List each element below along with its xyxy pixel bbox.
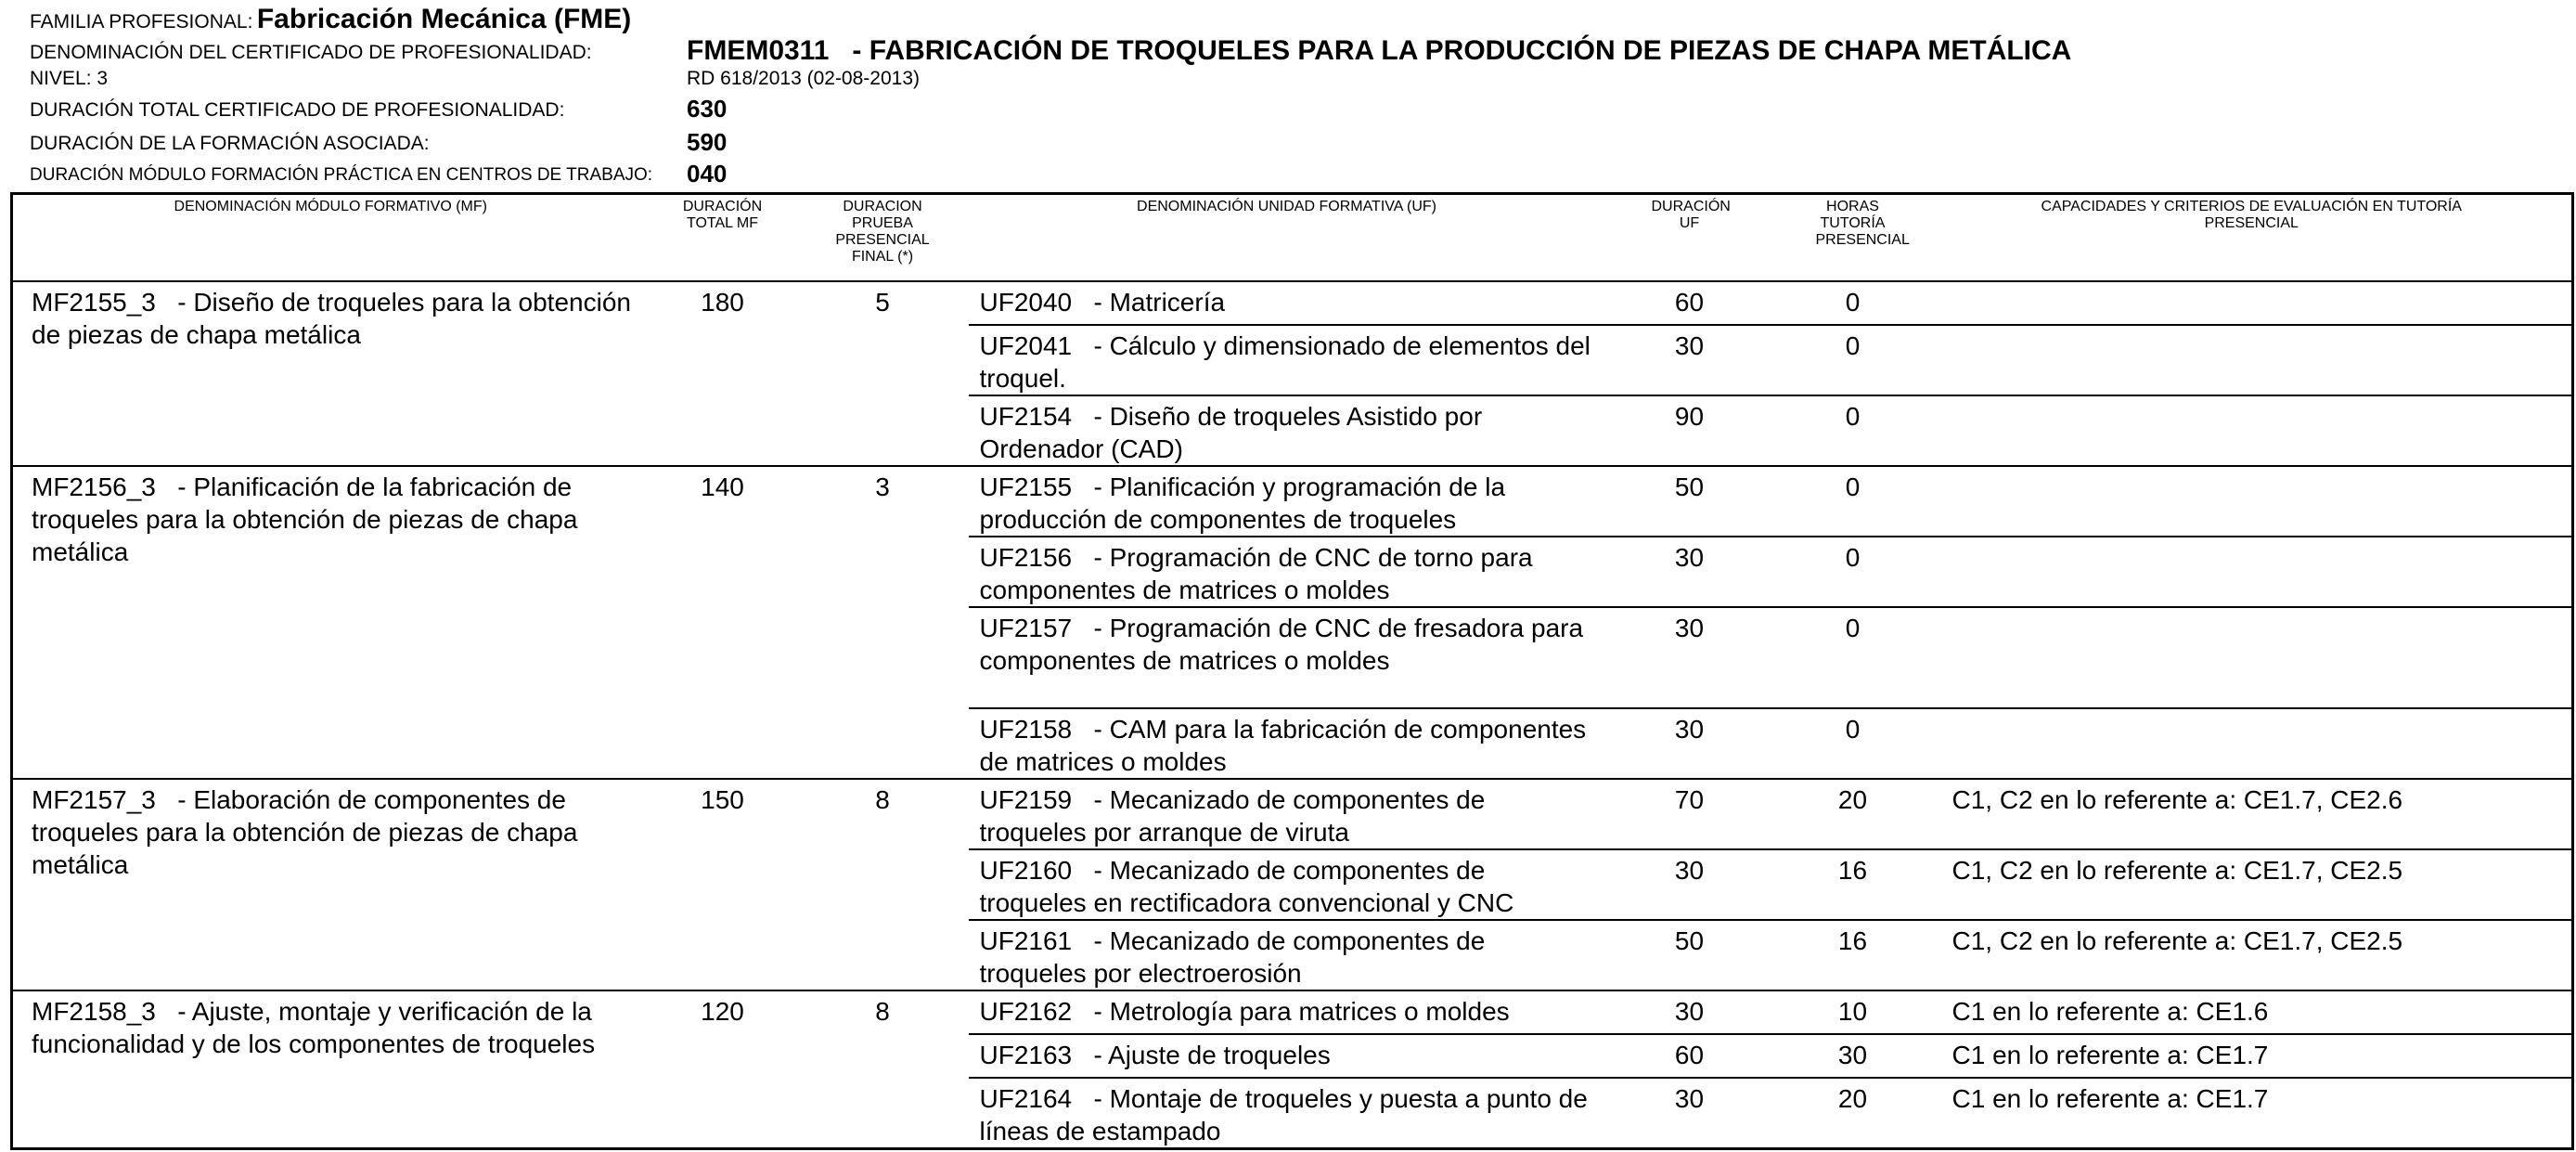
uf-name: - Matricería — [1093, 288, 1226, 317]
uf-code: UF2164 — [979, 1084, 1073, 1113]
uf-code: UF2040 — [979, 288, 1073, 317]
uf-duracion-cell: 30 — [1605, 708, 1774, 779]
mf-code: MF2157_3 — [32, 785, 156, 814]
uf-code: UF2159 — [979, 785, 1073, 814]
table-row — [12, 466, 2573, 537]
uf-capacidades-cell: C1 en lo referente a: CE1.7 — [1932, 1078, 2573, 1149]
uf-duracion-cell: 30 — [1605, 990, 1774, 1034]
uf-name: - Diseño de troqueles Asistido por Ordenador (CAD) — [979, 402, 1483, 463]
mf-name: - Elaboración de componentes de troqueles para la obtención de piezas de chapa metálica — [32, 785, 578, 879]
uf-capacidades-cell: C1 en lo referente a: CE1.7 — [1932, 1034, 2573, 1078]
uf-capacidades-cell — [1932, 395, 2573, 466]
denominacion-label: DENOMINACIÓN DEL CERTIFICADO DE PROFESIONALIDAD: — [30, 42, 592, 63]
uf-duracion-cell: 50 — [1605, 466, 1774, 537]
uf-duracion-cell: 30 — [1605, 537, 1774, 607]
mf-code: MF2156_3 — [32, 472, 156, 501]
uf-horas-cell: 0 — [1774, 395, 1932, 466]
uf-name: - Montaje de troqueles y puesta a punto de líneas de estampado — [979, 1084, 1588, 1146]
certificate-title — [687, 35, 2071, 67]
uf-code: UF2041 — [979, 331, 1073, 360]
uf-horas-cell: 20 — [1774, 779, 1932, 849]
uf-cell — [969, 779, 1605, 849]
uf-code: UF2156 — [979, 543, 1073, 572]
uf-horas-cell: 0 — [1774, 537, 1932, 607]
duracion-practica-value: 040 — [687, 160, 728, 188]
uf-capacidades-cell — [1932, 325, 2573, 395]
mf-prueba-cell: 8 — [797, 990, 969, 1149]
table-header-row — [12, 194, 2573, 282]
mf-cell — [12, 466, 649, 779]
mf-duracion-cell: 150 — [649, 779, 797, 990]
mf-cell — [12, 281, 649, 466]
uf-code: UF2162 — [979, 997, 1073, 1026]
mf-cell — [12, 779, 649, 990]
uf-horas-cell: 16 — [1774, 849, 1932, 920]
uf-duracion-cell: 30 — [1605, 607, 1774, 708]
duracion-formacion-label: DURACIÓN DE LA FORMACIÓN ASOCIADA: — [30, 133, 430, 154]
uf-capacidades-cell: C1, C2 en lo referente a: CE1.7, CE2.5 — [1932, 849, 2573, 920]
uf-cell — [969, 325, 1605, 395]
mf-name: - Ajuste, montaje y verificación de la funcionalidad y de los componentes de troqueles — [32, 997, 596, 1058]
uf-horas-cell: 0 — [1774, 708, 1932, 779]
uf-capacidades-cell — [1932, 708, 2573, 779]
uf-name: - Mecanizado de componentes de troqueles en rectificadora convencional y CNC — [979, 856, 1514, 917]
mf-name: - Planificación de la fabricación de troqueles para la obtención de piezas de chapa metálica — [32, 472, 578, 566]
certificate-header — [0, 0, 2576, 190]
uf-name: - Ajuste de troqueles — [1093, 1041, 1331, 1069]
uf-name: - Metrología para matrices o moldes — [1093, 997, 1510, 1026]
uf-horas-cell: 0 — [1774, 607, 1932, 708]
mf-duracion-cell: 140 — [649, 466, 797, 779]
uf-code: UF2163 — [979, 1041, 1073, 1069]
uf-name: - Planificación y programación de la producción de componentes de troqueles — [979, 472, 1506, 534]
uf-duracion-cell: 30 — [1605, 849, 1774, 920]
mf-duracion-cell: 120 — [649, 990, 797, 1149]
col-header-prueba: DURACION PRUEBA PRESENCIAL FINAL (*) — [797, 194, 969, 282]
uf-capacidades-cell — [1932, 281, 2573, 325]
uf-duracion-cell: 70 — [1605, 779, 1774, 849]
uf-cell — [969, 990, 1605, 1034]
mf-prueba-cell: 8 — [797, 779, 969, 990]
uf-cell — [969, 708, 1605, 779]
uf-capacidades-cell — [1932, 537, 2573, 607]
col-header-horas-tutoria: HORAS TUTORÍA PRESENCIAL — [1774, 194, 1932, 282]
uf-cell — [969, 849, 1605, 920]
familia-line — [30, 4, 631, 35]
uf-name: - Cálculo y dimensionado de elementos del troquel. — [979, 331, 1591, 393]
uf-code: UF2154 — [979, 402, 1073, 431]
uf-cell — [969, 395, 1605, 466]
duracion-practica-label: DURACIÓN MÓDULO FORMACIÓN PRÁCTICA EN CENTROS DE TRABAJO: — [30, 165, 653, 185]
uf-cell — [969, 920, 1605, 990]
uf-cell — [969, 281, 1605, 325]
certificate-name: - FABRICACIÓN DE TROQUELES PARA LA PRODUCCIÓN DE PIEZAS DE CHAPA METÁLICA — [852, 35, 2072, 66]
uf-cell — [969, 1034, 1605, 1078]
mf-duracion-cell: 180 — [649, 281, 797, 466]
uf-horas-cell: 0 — [1774, 466, 1932, 537]
col-header-duracion-uf: DURACIÓN UF — [1605, 194, 1774, 282]
uf-name: - Mecanizado de componentes de troqueles por electroerosión — [979, 926, 1486, 988]
modules-table — [10, 192, 2574, 1150]
mf-name: - Diseño de troqueles para la obtención de piezas de chapa metálica — [32, 288, 631, 349]
uf-duracion-cell: 30 — [1605, 1078, 1774, 1149]
uf-cell — [969, 466, 1605, 537]
col-header-capacidades: CAPACIDADES Y CRITERIOS DE EVALUACIÓN EN TUTORÍA PRESENCIAL — [1932, 194, 2573, 282]
uf-horas-cell: 30 — [1774, 1034, 1932, 1078]
familia-label: FAMILIA PROFESIONAL: — [30, 11, 253, 32]
duracion-total-label: DURACIÓN TOTAL CERTIFICADO DE PROFESIONALIDAD: — [30, 99, 565, 121]
uf-duracion-cell: 60 — [1605, 1034, 1774, 1078]
uf-cell — [969, 537, 1605, 607]
uf-horas-cell: 20 — [1774, 1078, 1932, 1149]
nivel-label: NIVEL: 3 — [30, 68, 109, 89]
familia-value: Fabricación Mecánica (FME) — [256, 4, 632, 34]
uf-capacidades-cell — [1932, 607, 2573, 708]
uf-horas-cell: 0 — [1774, 281, 1932, 325]
uf-duracion-cell: 90 — [1605, 395, 1774, 466]
uf-code: UF2155 — [979, 472, 1073, 501]
uf-horas-cell: 10 — [1774, 990, 1932, 1034]
uf-code: UF2161 — [979, 926, 1073, 955]
mf-code: MF2155_3 — [32, 288, 156, 317]
uf-duracion-cell: 50 — [1605, 920, 1774, 990]
mf-cell — [12, 990, 649, 1149]
uf-duracion-cell: 60 — [1605, 281, 1774, 325]
uf-capacidades-cell: C1 en lo referente a: CE1.6 — [1932, 990, 2573, 1034]
mf-code: MF2158_3 — [32, 997, 156, 1026]
uf-horas-cell: 16 — [1774, 920, 1932, 990]
col-header-uf: DENOMINACIÓN UNIDAD FORMATIVA (UF) — [969, 194, 1605, 282]
certificate-code: FMEM0311 — [687, 35, 830, 66]
uf-code: UF2157 — [979, 614, 1073, 642]
uf-duracion-cell: 30 — [1605, 325, 1774, 395]
table-row — [12, 990, 2573, 1034]
col-header-duracion-mf: DURACIÓN TOTAL MF — [649, 194, 797, 282]
uf-name: - CAM para la fabricación de componentes de matrices o moldes — [979, 715, 1587, 776]
duracion-formacion-value: 590 — [687, 128, 728, 156]
table-body — [12, 281, 2573, 1149]
duracion-total-value: 630 — [687, 95, 728, 123]
uf-cell — [969, 1078, 1605, 1149]
uf-capacidades-cell — [1932, 466, 2573, 537]
table-row — [12, 779, 2573, 849]
uf-cell — [969, 607, 1605, 708]
rd-reference: RD 618/2013 (02-08-2013) — [687, 68, 920, 89]
col-header-mf: DENOMINACIÓN MÓDULO FORMATIVO (MF) — [12, 194, 649, 282]
table-row — [12, 281, 2573, 325]
uf-code: UF2160 — [979, 856, 1073, 885]
uf-horas-cell: 0 — [1774, 325, 1932, 395]
uf-name: - Programación de CNC de fresadora para componentes de matrices o moldes — [979, 614, 1584, 675]
mf-prueba-cell: 5 — [797, 281, 969, 466]
uf-code: UF2158 — [979, 715, 1073, 744]
uf-capacidades-cell: C1, C2 en lo referente a: CE1.7, CE2.6 — [1932, 779, 2573, 849]
mf-prueba-cell: 3 — [797, 466, 969, 779]
uf-name: - Programación de CNC de torno para componentes de matrices o moldes — [979, 543, 1533, 604]
uf-name: - Mecanizado de componentes de troqueles por arranque de viruta — [979, 785, 1486, 847]
uf-capacidades-cell: C1, C2 en lo referente a: CE1.7, CE2.5 — [1932, 920, 2573, 990]
